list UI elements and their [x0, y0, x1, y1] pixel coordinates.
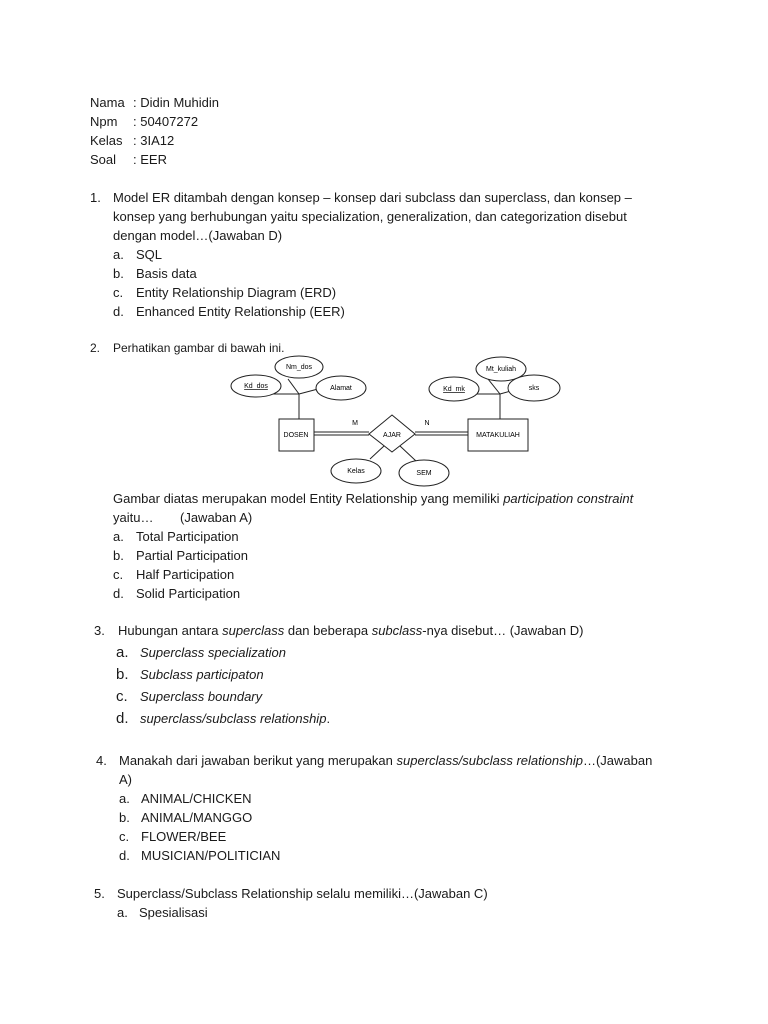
document-page: Nama : Didin Muhidin Npm : 50407272 Kelas : 3IA12 Soal : EER 1. Model ER ditambah dengan konsep – konsep dari subclass dan superclass, dan konsep – konsep yang berhubungan yaitu specialization, generalization, dan categorization disebut dengan model…(Jawaban D) a. SQL b. Basis data c. Entity Relationship Diagram (ERD) d. Enhanced Entity Relationship (EER) 2. Perhatikan gambar di bawah ini. Kd_dos Nm_dos Alamat Kd_mk Mt_kuliah sks Kelas SEM DOSEN MATAKULIAH AJAR M N Gambar diatas merupakan model Entity Relationship yang memiliki participation constraint yaitu… (Jawaban A) a. Total Participation b. Partial Participation c. Half Participation d. Solid Participation 3. Hubungan antara superclass dan beberapa subclass-nya disebut… (Jawaban D) a. Superclass specialization b. Subclass participaton c. Superclass boundary d. superclass/subclass relationship. 4. Manakah dari jawaban berikut yang merupakan superclass/subclass relationship…(Jawaban A) a. ANIMAL/CHICKEN b. ANIMAL/MANGGO c. FLOWER/BEE d. MUSICIAN/POLITICIAN 5. Superclass/Subclass Relationship selalu memiliki…(Jawaban C) a. Spesialisasi	[90, 95, 653, 920]
question-number: 1.	[90, 190, 101, 205]
attr-mt-kuliah: Mt_kuliah	[486, 366, 516, 373]
question-text-line: Gambar diatas merupakan model Entity Relationship yang memiliki participation constraint	[113, 491, 634, 506]
cardinality-right: N	[424, 420, 430, 427]
question-prompt: Perhatikan gambar di bawah ini.	[113, 341, 285, 355]
question-text-line: Model ER ditambah dengan konsep – konsep dari subclass dan superclass, dan konsep –	[113, 190, 632, 205]
question-text-line: Superclass/Subclass Relationship selalu memiliki…(Jawaban C)	[117, 886, 488, 901]
attr-kd-dos: Kd_dos	[244, 383, 268, 390]
question-text-line: Hubungan antara superclass dan beberapa subclass-nya disebut… (Jawaban D)	[118, 623, 584, 638]
cardinality-left: M	[352, 420, 358, 427]
answer-note: (Jawaban A)	[180, 510, 253, 525]
entity-label-left: DOSEN	[283, 432, 309, 439]
question-number: 5.	[94, 886, 105, 901]
question-text-line: konsep yang berhubungan yaitu specialization, generalization, dan categorization disebut	[113, 209, 627, 224]
attr-sks: sks	[528, 385, 540, 392]
question-text-line: A)	[119, 772, 132, 787]
entity-label-right: MATAKULIAH	[476, 432, 520, 439]
question-number: 4.	[96, 753, 107, 768]
attr-alamat: Alamat	[330, 385, 352, 392]
question-text-line: yaitu…	[113, 510, 154, 525]
question-text-line: Manakah dari jawaban berikut yang merupakan superclass/subclass relationship…(Jawaban	[119, 753, 653, 768]
attr-nm-dos: Nm_dos	[285, 364, 313, 371]
relationship-label: AJAR	[383, 432, 401, 439]
question-number: 3.	[94, 623, 105, 638]
er-diagram	[228, 355, 568, 490]
question-text-line: dengan model…(Jawaban D)	[113, 228, 283, 243]
attr-sem: SEM	[416, 470, 432, 477]
question-number: 2.	[90, 341, 101, 355]
attr-kelas: Kelas	[347, 468, 365, 475]
attr-kd-mk: Kd_mk	[443, 386, 465, 393]
